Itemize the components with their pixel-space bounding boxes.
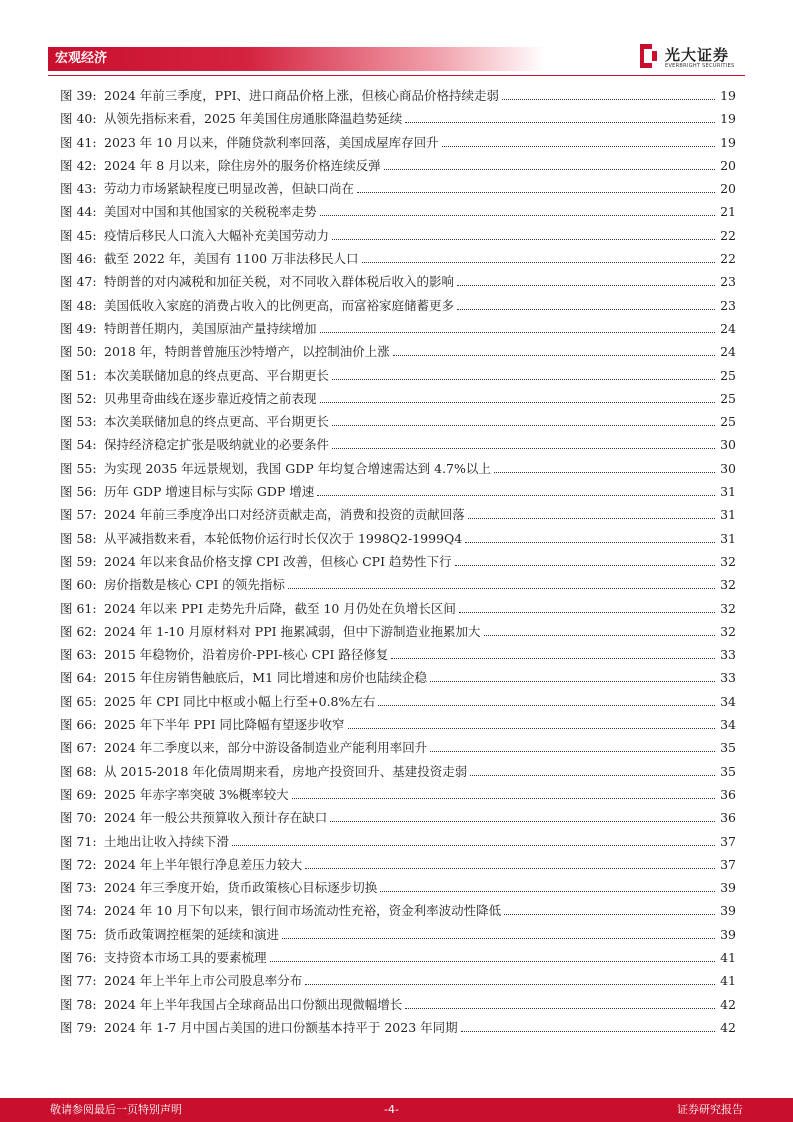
footer-disclaimer: 敬请参阅最后一页特别声明: [50, 1103, 182, 1116]
toc-figure-title: 2024 年 10 月下旬以来，银行间市场流动性充裕，资金利率波动性降低: [104, 903, 502, 919]
toc-entry[interactable]: [60, 573, 736, 596]
toc-dot-leader: [405, 994, 715, 1009]
toc-entry[interactable]: [60, 713, 736, 736]
toc-entry[interactable]: [60, 131, 736, 154]
toc-figure-title: 2015 年住房销售触底后，M1 同比增速和房价也陆续企稳: [104, 670, 428, 686]
toc-entry[interactable]: [60, 247, 736, 270]
header-divider: [48, 75, 745, 76]
toc-figure-title: 房价指数是核心 CPI 的领先指标: [104, 577, 285, 593]
toc-dot-leader: [378, 691, 715, 706]
toc-page-number: 31: [720, 530, 736, 546]
toc-figure-label: 图 76:: [60, 949, 97, 965]
section-title: 宏观经济: [55, 51, 108, 66]
toc-entry[interactable]: [60, 387, 736, 410]
toc-dot-leader: [332, 365, 715, 380]
toc-figure-label: 图 48:: [60, 297, 97, 313]
toc-entry[interactable]: [60, 666, 736, 689]
toc-dot-leader: [430, 667, 715, 682]
toc-figure-label: 图 54:: [60, 437, 97, 453]
toc-entry[interactable]: [60, 224, 736, 247]
toc-figure-title: 从领先指标来看，2025 年美国住房通胀降温趋势延续: [104, 111, 403, 127]
toc-figure-label: 图 65:: [60, 693, 97, 709]
toc-dot-leader: [292, 784, 715, 799]
toc-dot-leader: [455, 551, 715, 566]
toc-figure-title: 2025 年 CPI 同比中枢或小幅上行至+0.8%左右: [104, 693, 376, 709]
toc-figure-title: 截至 2022 年，美国有 1100 万非法移民人口: [104, 251, 359, 267]
toc-dot-leader: [332, 411, 715, 426]
toc-entry[interactable]: [60, 1016, 736, 1039]
toc-figure-label: 图 72:: [60, 856, 97, 872]
toc-entry[interactable]: [60, 946, 736, 969]
toc-page-number: 42: [720, 996, 736, 1012]
toc-page-number: 25: [720, 414, 736, 430]
toc-figure-label: 图 44:: [60, 204, 97, 220]
toc-figure-label: 图 77:: [60, 973, 97, 989]
toc-entry[interactable]: [60, 620, 736, 643]
toc-page-number: 32: [720, 553, 736, 569]
toc-figure-label: 图 68:: [60, 763, 97, 779]
toc-figure-label: 图 56:: [60, 484, 97, 500]
toc-figure-label: 图 45:: [60, 227, 97, 243]
toc-figure-label: 图 53:: [60, 414, 97, 430]
toc-dot-leader: [332, 434, 715, 449]
toc-figure-title: 2024 年 1-7 月中国占美国的进口份额基本持平于 2023 年同期: [104, 1019, 458, 1035]
toc-figure-label: 图 74:: [60, 903, 97, 919]
toc-figure-title: 从平减指数来看，本轮低物价运行时长仅次于 1998Q2-1999Q4: [104, 530, 463, 546]
toc-page-number: 22: [720, 227, 736, 243]
toc-figure-label: 图 69:: [60, 786, 97, 802]
toc-figure-title: 2024 年以来食品价格支撑 CPI 改善，但核心 CPI 趋势性下行: [104, 553, 452, 569]
toc-figure-label: 图 67:: [60, 740, 97, 756]
toc-page-number: 24: [720, 320, 736, 336]
toc-dot-leader: [305, 854, 715, 869]
toc-page-number: 33: [720, 647, 736, 663]
toc-page-number: 32: [720, 623, 736, 639]
toc-page-number: 32: [720, 600, 736, 616]
toc-entry[interactable]: [60, 200, 736, 223]
toc-dot-leader: [330, 807, 715, 822]
toc-figure-title: 特朗普任期内，美国原油产量持续增加: [104, 320, 317, 336]
toc-figure-title: 为实现 2035 年远景规划，我国 GDP 年均复合增速需达到 4.7%以上: [104, 460, 491, 476]
toc-dot-leader: [468, 504, 715, 519]
toc-dot-leader: [457, 271, 715, 286]
toc-dot-leader: [288, 574, 715, 589]
toc-page-number: 19: [720, 111, 736, 127]
toc-page-number: 36: [720, 810, 736, 826]
toc-dot-leader: [457, 295, 715, 310]
toc-dot-leader: [393, 341, 715, 356]
toc-dot-leader: [320, 201, 715, 216]
toc-dot-leader: [405, 108, 715, 123]
toc-dot-leader: [470, 761, 715, 776]
toc-dot-leader: [270, 947, 715, 962]
toc-figure-title: 支持资本市场工具的要素梳理: [104, 949, 267, 965]
toc-entry[interactable]: [60, 177, 736, 200]
toc-figure-label: 图 61:: [60, 600, 97, 616]
toc-figure-title: 2024 年以来 PPI 走势先升后降，截至 10 月仍处在负增长区间: [104, 600, 456, 616]
toc-figure-label: 图 51:: [60, 367, 97, 383]
header-bar: [48, 47, 546, 71]
toc-entry[interactable]: [60, 294, 736, 317]
toc-figure-title: 2015 年稳物价，沿着房价-PPI-核心 CPI 路径修复: [104, 647, 389, 663]
toc-page-number: 32: [720, 577, 736, 593]
toc-entry[interactable]: [60, 690, 736, 713]
toc-figure-label: 图 63:: [60, 647, 97, 663]
toc-entry[interactable]: [60, 899, 736, 922]
toc-entry[interactable]: [60, 760, 736, 783]
toc-page-number: 34: [720, 717, 736, 733]
toc-page-number: 33: [720, 670, 736, 686]
toc-dot-leader: [332, 225, 715, 240]
toc-page-number: 19: [720, 88, 736, 103]
toc-figure-title: 本次美联储加息的终点更高、平台期更长: [104, 414, 330, 430]
toc-page-number: 31: [720, 484, 736, 500]
toc-entry[interactable]: [60, 340, 736, 363]
toc-figure-label: 图 64:: [60, 670, 97, 686]
toc-page-number: 31: [720, 507, 736, 523]
toc-page-number: 19: [720, 134, 736, 150]
toc-dot-leader: [232, 831, 715, 846]
toc-entry[interactable]: [60, 736, 736, 759]
toc-page-number: 25: [720, 367, 736, 383]
toc-page-number: 20: [720, 181, 736, 197]
toc-entry[interactable]: [60, 969, 736, 992]
toc-page-number: 42: [720, 1019, 736, 1035]
brand-name: 光大证券: [665, 46, 730, 64]
toc-dot-leader: [461, 1017, 715, 1032]
toc-figure-title: 2025 年赤字率突破 3%概率较大: [104, 786, 289, 802]
toc-dot-leader: [430, 737, 715, 752]
toc-page-number: 25: [720, 390, 736, 406]
toc-figure-label: 图 70:: [60, 810, 97, 826]
toc-dot-leader: [362, 248, 715, 263]
toc-figure-label: 图 62:: [60, 623, 97, 639]
toc-dot-leader: [391, 644, 715, 659]
toc-dot-leader: [465, 528, 715, 543]
toc-entry[interactable]: [60, 270, 736, 293]
toc-dot-leader: [384, 155, 715, 170]
toc-figure-label: 图 58:: [60, 530, 97, 546]
toc-dot-leader: [459, 598, 715, 613]
toc-figure-title: 2024 年上半年上市公司股息率分布: [104, 973, 303, 989]
toc-figure-title: 2024 年一般公共预算收入预计存在缺口: [104, 810, 328, 826]
toc-entry[interactable]: [60, 853, 736, 876]
toc-entry[interactable]: [60, 806, 736, 829]
toc-page-number: 36: [720, 786, 736, 802]
toc-page-number: 21: [720, 204, 736, 220]
toc-dot-leader: [494, 458, 715, 473]
toc-entry[interactable]: [60, 876, 736, 899]
brand-name-en: EVERBRIGHT SECURITIES: [665, 63, 735, 69]
toc-entry[interactable]: [60, 830, 736, 853]
figure-list: [60, 84, 736, 1039]
toc-figure-title: 从 2015-2018 年化债周期来看，房地产投资回升、基建投资走弱: [104, 763, 468, 779]
toc-figure-label: 图 40:: [60, 111, 97, 127]
toc-dot-leader: [320, 388, 715, 403]
toc-dot-leader: [320, 318, 715, 333]
toc-dot-leader: [504, 900, 715, 915]
toc-figure-title: 2024 年三季度开始，货币政策核心目标逐步切换: [104, 880, 378, 896]
toc-entry[interactable]: [60, 527, 736, 550]
toc-page-number: 35: [720, 763, 736, 779]
toc-dot-leader: [317, 481, 715, 496]
toc-figure-label: 图 71:: [60, 833, 97, 849]
toc-page-number: 37: [720, 833, 736, 849]
toc-figure-title: 2023 年 10 月以来，伴随贷款利率回落，美国成屋库存回升: [104, 134, 439, 150]
toc-figure-title: 货币政策调控框架的延续和演进: [104, 926, 280, 942]
toc-page-number: 23: [720, 297, 736, 313]
toc-figure-label: 图 73:: [60, 880, 97, 896]
toc-entry[interactable]: [60, 597, 736, 620]
toc-figure-title: 2024 年上半年银行净息差压力较大: [104, 856, 303, 872]
toc-entry[interactable]: [60, 923, 736, 946]
toc-entry[interactable]: [60, 783, 736, 806]
toc-page-number: 39: [720, 880, 736, 896]
toc-page-number: 37: [720, 856, 736, 872]
toc-page-number: 22: [720, 251, 736, 267]
toc-figure-title: 2018 年，特朗普曾施压沙特增产，以控制油价上涨: [104, 344, 390, 360]
page-number: -4-: [384, 1103, 399, 1116]
toc-entry[interactable]: [60, 84, 736, 107]
toc-figure-title: 2024 年 8 月以来，除住房外的服务价格连续反弹: [104, 157, 381, 173]
toc-figure-label: 图 66:: [60, 717, 97, 733]
toc-entry[interactable]: [60, 364, 736, 387]
toc-figure-title: 历年 GDP 增速目标与实际 GDP 增速: [104, 484, 315, 500]
toc-figure-label: 图 39:: [60, 88, 97, 103]
toc-figure-label: 图 78:: [60, 996, 97, 1012]
toc-entry[interactable]: [60, 410, 736, 433]
toc-figure-title: 2024 年前三季度，PPI、进口商品价格上涨，但核心商品价格持续走弱: [104, 88, 500, 103]
toc-entry[interactable]: [60, 503, 736, 526]
toc-figure-label: 图 47:: [60, 274, 97, 290]
toc-entry[interactable]: [60, 550, 736, 573]
toc-entry[interactable]: [60, 107, 736, 130]
toc-figure-label: 图 49:: [60, 320, 97, 336]
toc-entry[interactable]: [60, 154, 736, 177]
toc-figure-title: 疫情后移民人口流入大幅补充美国劳动力: [104, 227, 330, 243]
toc-figure-title: 2025 年下半年 PPI 同比降幅有望逐步收窄: [104, 717, 345, 733]
toc-figure-title: 保持经济稳定扩张是吸纳就业的必要条件: [104, 437, 330, 453]
brand-mark-icon: [638, 42, 660, 70]
footer-report-type: 证券研究报告: [677, 1103, 743, 1116]
toc-dot-leader: [442, 132, 715, 147]
toc-entry[interactable]: [60, 317, 736, 340]
toc-figure-title: 特朗普的对内减税和加征关税，对不同收入群体税后收入的影响: [104, 274, 455, 290]
toc-page-number: 34: [720, 693, 736, 709]
toc-figure-label: 图 59:: [60, 553, 97, 569]
toc-dot-leader: [305, 970, 715, 985]
toc-figure-title: 2024 年 1-10 月原材料对 PPI 拖累减弱，但中下游制造业拖累加大: [104, 623, 481, 639]
toc-page-number: 20: [720, 157, 736, 173]
toc-entry[interactable]: [60, 457, 736, 480]
toc-page-number: 30: [720, 460, 736, 476]
toc-figure-title: 贝弗里奇曲线在逐步靠近疫情之前表现: [104, 390, 317, 406]
toc-figure-label: 图 52:: [60, 390, 97, 406]
toc-figure-title: 土地出让收入持续下滑: [104, 833, 230, 849]
toc-figure-label: 图 43:: [60, 181, 97, 197]
toc-page-number: 41: [720, 973, 736, 989]
toc-page-number: 39: [720, 903, 736, 919]
toc-figure-label: 图 46:: [60, 251, 97, 267]
toc-dot-leader: [502, 85, 715, 100]
toc-page-number: 23: [720, 274, 736, 290]
toc-figure-label: 图 60:: [60, 577, 97, 593]
toc-figure-label: 图 41:: [60, 134, 97, 150]
toc-dot-leader: [282, 924, 715, 939]
toc-entry[interactable]: [60, 643, 736, 666]
toc-figure-label: 图 50:: [60, 344, 97, 360]
toc-figure-title: 本次美联储加息的终点更高、平台期更长: [104, 367, 330, 383]
toc-dot-leader: [348, 714, 716, 729]
toc-figure-title: 2024 年前三季度净出口对经济贡献走高，消费和投资的贡献回落: [104, 507, 465, 523]
toc-page-number: 35: [720, 740, 736, 756]
toc-figure-label: 图 42:: [60, 157, 97, 173]
toc-figure-title: 美国对中国和其他国家的关税税率走势: [104, 204, 317, 220]
toc-entry[interactable]: [60, 480, 736, 503]
toc-dot-leader: [380, 877, 715, 892]
toc-page-number: 41: [720, 949, 736, 965]
toc-figure-title: 2024 年二季度以来，部分中游设备制造业产能利用率回升: [104, 740, 428, 756]
toc-figure-title: 美国低收入家庭的消费占收入的比例更高，而富裕家庭储蓄更多: [104, 297, 455, 313]
toc-dot-leader: [357, 178, 715, 193]
toc-figure-label: 图 75:: [60, 926, 97, 942]
toc-figure-label: 图 79:: [60, 1019, 97, 1035]
toc-figure-label: 图 55:: [60, 460, 97, 476]
toc-figure-label: 图 57:: [60, 507, 97, 523]
toc-page-number: 24: [720, 344, 736, 360]
toc-figure-title: 2024 年上半年我国占全球商品出口份额出现微幅增长: [104, 996, 403, 1012]
toc-dot-leader: [484, 621, 715, 636]
toc-entry[interactable]: [60, 433, 736, 456]
brand-logo: [620, 38, 740, 74]
toc-page-number: 30: [720, 437, 736, 453]
toc-entry[interactable]: [60, 993, 736, 1016]
toc-figure-title: 劳动力市场紧缺程度已明显改善，但缺口尚在: [104, 181, 355, 197]
toc-page-number: 39: [720, 926, 736, 942]
